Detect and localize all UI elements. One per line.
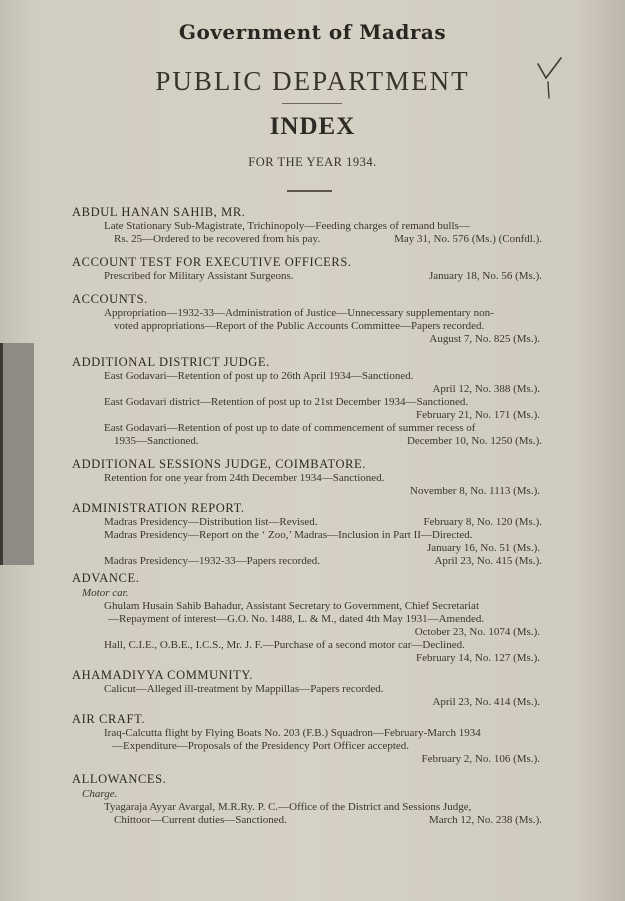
divider-bottom [287,190,332,192]
index-entry [72,454,542,498]
entry-text: East Godavari—Retention of post up to 26th April 1934—Sanctioned. [104,370,414,382]
entry-row [72,555,542,568]
entry-reference: April 12, No. 388 (Ms.). [432,383,540,395]
entry-heading: ADDITIONAL DISTRICT JUDGE. [72,355,270,369]
index-entry [72,568,542,665]
entry-reference: February 2, No. 106 (Ms.). [421,753,540,765]
entry-reference: November 8, No. 1113 (Ms.). [410,485,540,497]
entry-reference: August 7, No. 825 (Ms.). [429,333,540,345]
entry-text: Iraq-Calcutta flight by Flying Boats No. 203 (F.B.) Squadron—February-March 1934 [104,727,481,739]
entry-text: Ghulam Husain Sahib Bahadur, Assistant Secretary to Government, Chief Secretariat [104,600,479,612]
entry-text: —Repayment of interest—G.O. No. 1488, L. & M., dated 4th May 1931—Amended. [108,613,485,625]
year-line: FOR THE YEAR 1934. [248,155,377,169]
entry-row [72,270,542,283]
entry-reference: April 23, No. 414 (Ms.). [432,696,540,708]
entry-row [72,516,542,529]
entry-heading: AIR CRAFT. [72,712,146,726]
entry-row [72,233,542,246]
entry-heading: AHAMADIYYA COMMUNITY. [72,668,254,682]
entry-reference: February 14, No. 127 (Ms.). [415,652,540,664]
entry-heading: ADMINISTRATION REPORT. [72,501,245,515]
index-entry [72,498,542,568]
entry-reference: April 23, No. 415 (Ms.). [434,555,542,567]
entry-row [72,814,542,827]
entry-reference: February 21, No. 171 (Ms.). [415,409,540,421]
entry-heading: ACCOUNT TEST FOR EXECUTIVE OFFICERS. [72,255,352,269]
entry-text: Tyagaraja Ayyar Avargal, M.R.Ry. P. C.—Office of the District and Sessions Judge, [104,801,472,813]
entry-reference: December 10, No. 1250 (Ms.). [406,435,542,447]
index-entry [72,352,542,448]
entry-heading: ADVANCE. [72,571,140,585]
government-heading: Government of Madras [178,20,447,44]
entry-reference: January 18, No. 56 (Ms.). [428,270,542,282]
page-tab-edge [0,343,3,565]
entry-subheading: Motor car. [82,587,129,599]
department-title: PUBLIC DEPARTMENT [155,66,470,96]
entry-row [72,435,542,448]
entry-heading: ABDUL HANAN SAHIB, MR. [72,205,246,219]
entry-reference: March 12, No. 238 (Ms.). [428,814,542,826]
entry-text: Appropriation—1932-33—Administration of Justice—Unnecessary supplementary non- [104,307,494,319]
index-entry [72,665,542,709]
entry-text: Calicut—Alleged ill-treatment by Mappillas—Papers recorded. [104,683,384,695]
entry-subheading: Charge. [82,788,118,800]
entry-heading: ACCOUNTS. [72,292,148,306]
index-entry [72,769,542,827]
entry-text: voted appropriations—Report of the Public Accounts Committee—Papers recorded. [114,320,485,332]
entry-reference: February 8, No. 120 (Ms.). [423,516,542,528]
entry-text: East Godavari—Retention of post up to date of commencement of summer recess of [104,422,476,434]
entry-text: Rs. 25—Ordered to be recovered from his pay. [114,233,321,245]
index-title: INDEX [269,113,356,140]
index-entry [72,709,542,766]
index-entry [72,202,542,246]
entry-text: East Godavari district—Retention of post up to 21st December 1934—Sanctioned. [104,396,469,408]
entry-text: Madras Presidency—1932-33—Papers recorded. [104,555,320,567]
index-entry [72,289,542,346]
page-tab-marker [0,343,34,565]
entry-reference: May 31, No. 576 (Ms.) (Confdl.). [394,233,542,245]
entry-heading: ALLOWANCES. [72,772,167,786]
entry-text: Retention for one year from 24th December 1934—Sanctioned. [104,472,385,484]
index-entries [72,202,542,827]
divider-top [282,103,342,104]
entry-text: Hall, C.I.E., O.B.E., I.C.S., Mr. J. F.—Purchase of a second motor car—Declined. [104,639,465,651]
entry-reference: January 16, No. 51 (Ms.). [426,542,540,554]
entry-text: Madras Presidency—Report on the ‘ Zoo,’ Madras—Inclusion in Part II—Directed. [104,529,473,541]
entry-text: Late Stationary Sub-Magistrate, Trichinopoly—Feeding charges of remand bulls— [104,220,470,232]
entry-text: Madras Presidency—Distribution list—Revised. [104,516,318,528]
index-entry [72,252,542,283]
entry-text: Chittoor—Current duties—Sanctioned. [114,814,287,826]
entry-reference: October 23, No. 1074 (Ms.). [414,626,540,638]
entry-text: —Expenditure—Proposals of the Presidency Port Officer accepted. [112,740,410,752]
entry-heading: ADDITIONAL SESSIONS JUDGE, COIMBATORE. [72,457,366,471]
entry-text: 1935—Sanctioned. [114,435,199,447]
entry-text: Prescribed for Military Assistant Surgeons. [104,270,294,282]
